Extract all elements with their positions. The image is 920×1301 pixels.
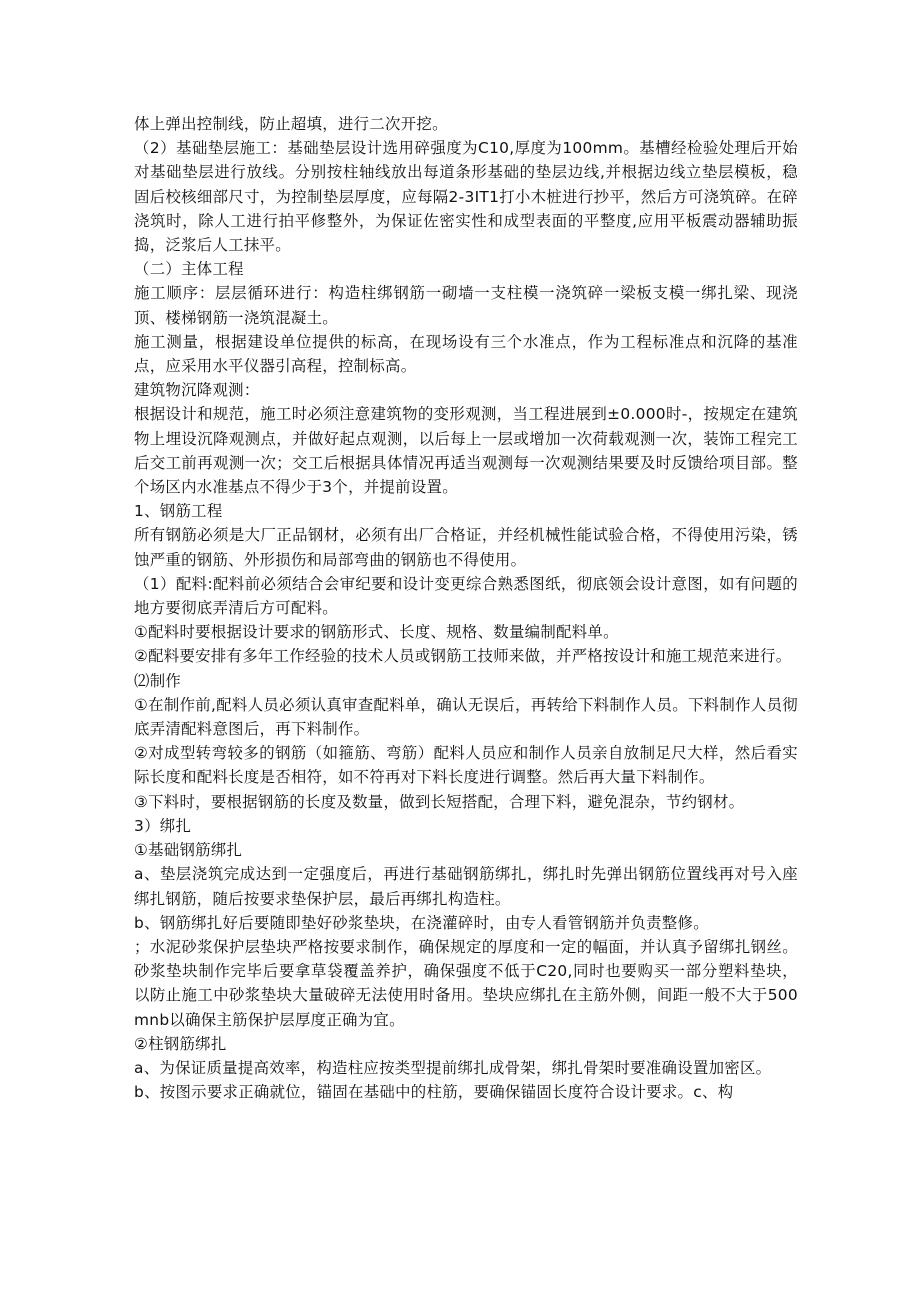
- subsection-heading: ⑵制作: [134, 671, 182, 690]
- list-item: ③下料时，要根据钢筋的长度及数量，做到长短搭配，合理下料，避免混杂，节约钢材。: [134, 792, 745, 811]
- list-item: ①配料时要根据设计要求的钢筋形式、长度、规格、数量编制配料单。: [134, 623, 619, 642]
- paragraph: 体上弹出控制线，防止超填，进行二次开挖。: [134, 115, 448, 133]
- paragraph: （1）配料:配料前必须结合会审纪要和设计变更综合熟悉图纸，彻底领会设计意图，如有问题的地方要彻底弄清后方可配料。: [134, 574, 798, 618]
- subsection-heading: ②柱钢筋绑扎: [134, 1034, 227, 1053]
- paragraph: 施工测量，根据建设单位提供的标高，在现场设有三个水准点，作为工程标准点和沉降的基准点，应采用水平仪器引高程，控制标高。: [134, 332, 798, 376]
- subsection-heading: 建筑物沉降观测：: [134, 381, 260, 400]
- paragraph: （2）基础垫层施工：基础垫层设计选用碎强度为C10,厚度为100mm。基槽经检验处理后开始对基础垫层进行放线。分别按柱轴线放出每道条形基础的垫层边线,并根据边线立垫层模板，稳固后校核细部尺寸，为控制垫层厚度，应每隔2-3IT1打小木桩进行抄平，然后方可浇筑碎。在碎浇筑时，除人工进行拍平修整外，为保证佐密实性和成型表面的平整度,应用平板震动器辅助振捣，泛浆后人工抹平。: [134, 139, 798, 255]
- paragraph: ；水泥砂浆保护层垫块严格按要求制作，确保规定的厚度和一定的幅面，并认真予留绑扎钢丝。砂浆垫块制作完毕后要拿草袋覆盖养护，确保强度不低于C20,同时也要购买一部分塑料垫块，以防止施工中砂浆垫块大量破碎无法使用时备用。垫块应绑扎在主筋外侧，间距一般不大于500mnb以确保主筋保护层厚度正确为宜。: [134, 937, 798, 1029]
- subsection-heading: ①基础钢筋绑扎: [134, 841, 243, 860]
- list-item: ②配料要安排有多年工作经验的技术人员或钢筋工技师来做，并严格按设计和施工规范来进行。: [134, 647, 792, 666]
- subsection-heading: 3）绑扎: [134, 816, 192, 835]
- section-heading: （二）主体工程: [134, 260, 244, 279]
- paragraph: 所有钢筋必须是大厂正品钢材，必须有出厂合格证，并经机械性能试验合格，不得使用污染，锈蚀严重的钢筋、外形损伤和局部弯曲的钢筋也不得使用。: [134, 526, 798, 569]
- section-heading: 1、钢筋工程: [134, 502, 223, 521]
- paragraph: 施工顺序：层层循环进行：构造柱绑钢筋一砌墙一支柱模一浇筑碎一梁板支模一绑扎梁、现浇顶、楼梯钢筋一浇筑混凝土。: [134, 284, 798, 327]
- list-item: a、垫层浇筑完成达到一定强度后，再进行基础钢筋绑扎，绑扎时先弹出钢筋位置线再对号入座绑扎钢筋，随后按要求垫保护层，最后再绑扎构造柱。: [134, 865, 798, 908]
- list-item: b、按图示要求正确就位，锚固在基础中的柱筋，要确保锚固长度符合设计要求。c、构: [134, 1083, 734, 1102]
- list-item: b、钢筋绑扎好后要随即垫好砂浆垫块，在浇灌碎时，由专人看管钢筋并负责整修。: [134, 913, 709, 932]
- document-body: [134, 112, 798, 1104]
- list-item: ①在制作前,配料人员必须认真审查配料单，确认无误后，再转给下料制作人员。下料制作人员彻底弄清配料意图后，再下料制作。: [134, 695, 798, 739]
- paragraph: 根据设计和规范，施工时必须注意建筑物的变形观测，当工程进展到±0.000时-，按规定在建筑物上埋设沉降观测点，并做好起点观测，以后每上一层或增加一次荷载观测一次，装饰工程完工后交工前再观测一次；交工后根据具体情况再适当观测每一次观测结果要及时反馈给项目部。整个场区内水准基点不得少于3个，并提前设置。: [134, 405, 798, 497]
- list-item: ②对成型转弯较多的钢筋（如箍筋、弯筋）配料人员应和制作人员亲自放制足尺大样，然后看实际长度和配料长度是否相符，如不符再对下料长度进行调整。然后再大量下料制作。: [134, 744, 798, 787]
- list-item: a、为保证质量提高效率，构造柱应按类型提前绑扎成骨架，绑扎骨架时要准确设置加密区。: [134, 1058, 772, 1077]
